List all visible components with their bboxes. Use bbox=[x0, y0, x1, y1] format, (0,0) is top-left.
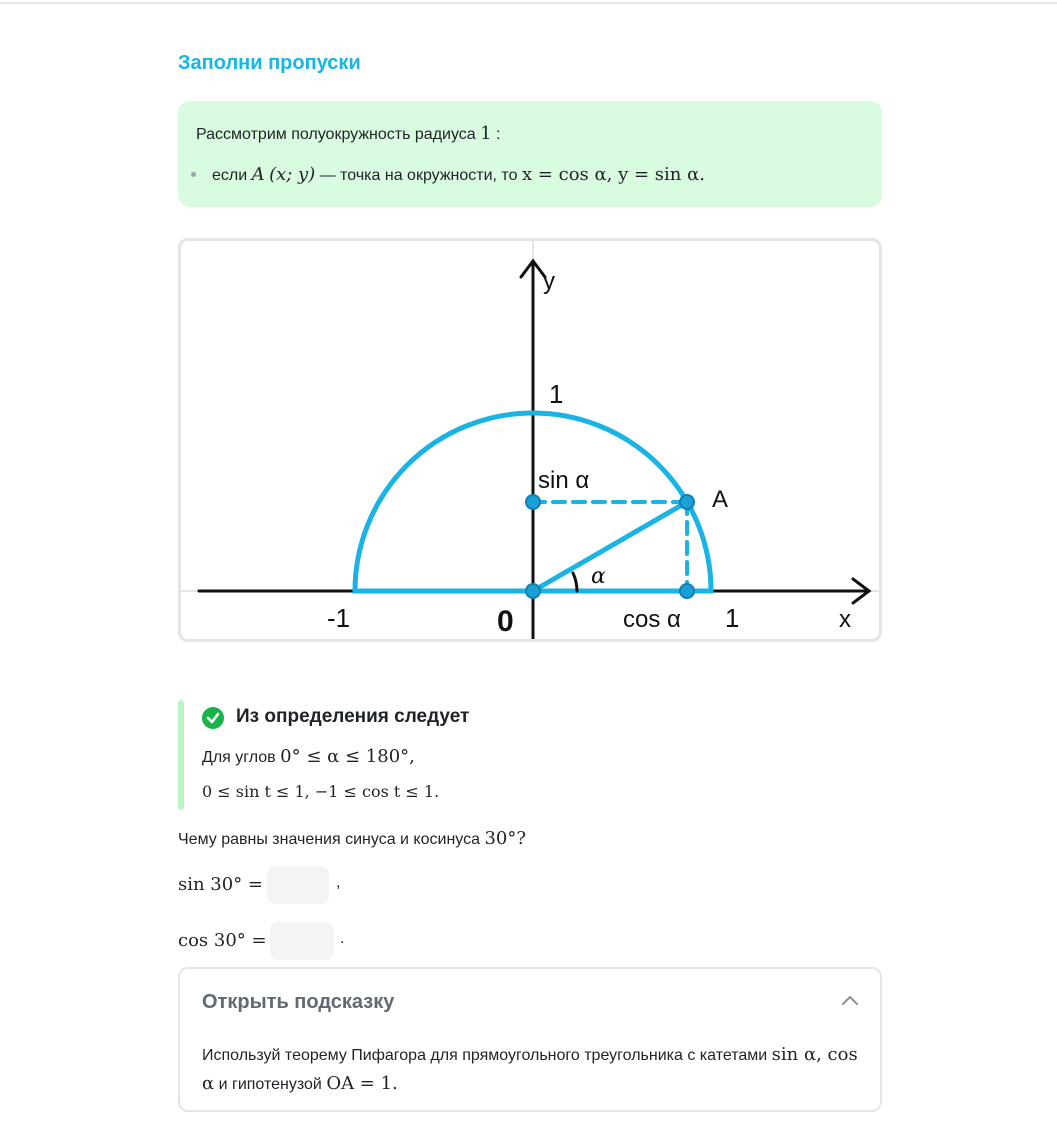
definition-colon: : bbox=[496, 126, 501, 143]
cos-answer-period: . bbox=[340, 930, 345, 947]
bullet-formula: x = cos α, y = sin α. bbox=[521, 164, 705, 185]
cos-answer-label: cos 30° = bbox=[178, 930, 267, 951]
exercise-title: Заполни пропуски bbox=[178, 52, 361, 74]
top-divider bbox=[0, 2, 1057, 4]
bullet-middle: — точка на окружности, то bbox=[319, 167, 518, 184]
cos-answer-row bbox=[178, 922, 478, 962]
result-title: Из определения следует bbox=[236, 706, 470, 727]
definition-box bbox=[178, 101, 882, 207]
radius-OA bbox=[533, 502, 687, 591]
definition-intro-text: Рассмотрим полуокружность радиуса bbox=[196, 126, 476, 143]
semicircle-figure bbox=[178, 238, 882, 642]
label-sin: sin α bbox=[538, 467, 590, 494]
bullet-dot bbox=[191, 172, 196, 177]
sin-answer-input[interactable] bbox=[267, 866, 329, 904]
point-A bbox=[680, 495, 694, 509]
point-sin bbox=[526, 495, 540, 509]
label-origin: 0 bbox=[497, 605, 514, 638]
sin-answer-row bbox=[178, 866, 478, 906]
point-cos bbox=[680, 584, 694, 598]
definition-radius: 1 bbox=[480, 123, 492, 144]
check-circle-icon bbox=[202, 707, 224, 729]
bullet-point-name: A bbox=[251, 164, 265, 185]
result-accent-bar bbox=[178, 700, 184, 810]
result-line-2: 0 ≤ sin t ≤ 1, −1 ≤ cos t ≤ 1. bbox=[202, 782, 440, 801]
label-axis-y: y bbox=[543, 268, 555, 295]
hint-text bbox=[202, 1041, 862, 1099]
bullet-prefix: если bbox=[212, 167, 248, 184]
result-line-1-text: Для углов bbox=[202, 749, 276, 766]
hint-text-part2: и гипотенузой bbox=[218, 1076, 322, 1093]
hint-text-part1: Используй теорему Пифагора для прямоугольного треугольника с катетами bbox=[202, 1047, 768, 1064]
cos-answer-input[interactable] bbox=[270, 922, 334, 960]
label-x-one: 1 bbox=[725, 603, 740, 633]
sin-answer-comma: , bbox=[336, 874, 341, 891]
label-cos: cos α bbox=[623, 606, 681, 633]
definition-bullet bbox=[212, 164, 705, 185]
question-text bbox=[178, 828, 526, 849]
result-line-1-math: 0° ≤ α ≤ 180°, bbox=[280, 746, 415, 767]
result-block bbox=[178, 700, 882, 810]
label-minus-one: -1 bbox=[327, 603, 351, 633]
hint-text-math1: sin α, cos α bbox=[202, 1044, 858, 1094]
hint-panel bbox=[178, 967, 882, 1112]
label-angle: α bbox=[591, 564, 606, 589]
definition-intro bbox=[196, 123, 501, 144]
bullet-coords: (x; y) bbox=[269, 164, 316, 185]
chevron-up-icon[interactable] bbox=[842, 995, 858, 1005]
angle-arc bbox=[573, 573, 577, 591]
point-origin bbox=[526, 584, 540, 598]
hint-text-math2: OA = 1. bbox=[326, 1073, 398, 1094]
label-axis-x: x bbox=[839, 606, 851, 633]
label-point-A: A bbox=[712, 486, 729, 513]
result-line-1 bbox=[202, 746, 415, 767]
unit-semicircle-diagram bbox=[181, 241, 879, 639]
question-value: 30°? bbox=[484, 828, 527, 849]
sin-answer-label: sin 30° = bbox=[178, 874, 264, 895]
hint-toggle-title[interactable]: Открыть подсказку bbox=[202, 991, 395, 1013]
question-label: Чему равны значения синуса и косинуса bbox=[178, 831, 480, 848]
label-y-one: 1 bbox=[549, 379, 564, 409]
